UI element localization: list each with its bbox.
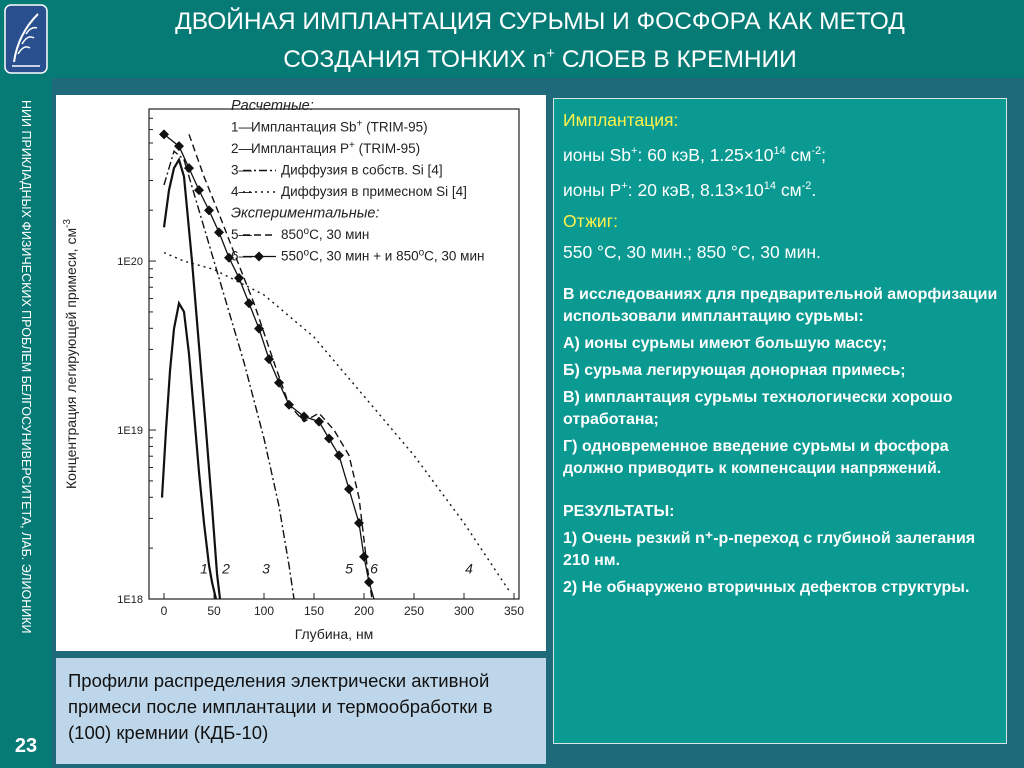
- legend-entry-1: Имплантация Sb+ (TRIM-95): [251, 118, 428, 135]
- series-6-marker: [194, 185, 204, 195]
- x-axis-label: Глубина, нм: [294, 626, 374, 642]
- x-tick-label: 50: [207, 604, 221, 618]
- title-line-1: ДВОЙНАЯ ИМПЛАНТАЦИЯ СУРЬМЫ И ФОСФОРА КАК МЕТОД: [175, 8, 905, 35]
- series-6-marker: [264, 354, 274, 364]
- curve-label-5: 5: [345, 560, 353, 577]
- ions-p-line: ионы P+: 20 кэВ, $8.13\times 10^{14}$ $см^{-2}$.: [563, 179, 817, 200]
- legend-entry-5: 850$^o$C, 30 мин: [281, 226, 370, 242]
- curve-label-6: 6: [370, 560, 378, 577]
- series-6-marker: [324, 433, 334, 443]
- research-intro: В исследованиях для предварительной аморфизации использовали имплантацию сурьмы:: [563, 285, 998, 325]
- x-tick-label: 150: [303, 604, 325, 618]
- reason-c: В) имплантация сурьмы технологически хорошо отработана;: [563, 388, 953, 428]
- title-line-2: СОЗДАНИЯ ТОНКИХ n+ СЛОЕВ В КРЕМНИИ: [283, 45, 797, 74]
- x-tick-label: 350: [503, 604, 525, 618]
- info-panel-text: [563, 105, 1003, 604]
- chart-frame: [56, 95, 546, 651]
- curve-label-2: 2: [222, 560, 230, 577]
- anneal-values: 550 °С, 30 мин.; 850 °С, 30 мин.: [563, 241, 821, 262]
- curve-label-1: 1: [200, 560, 208, 577]
- university-emblem-icon: [4, 4, 48, 74]
- series-6-marker: [234, 273, 244, 283]
- y-tick-label: 1E19: [117, 425, 143, 438]
- x-tick-label: 250: [403, 604, 425, 618]
- ions-sb-line: ионы Sb+: 60 кэВ, $1.25\times 10^{14}$ $см^{-2}$;: [563, 144, 827, 165]
- series-6-marker: [344, 484, 354, 494]
- legend-marker: [254, 252, 264, 262]
- x-tick-label: 300: [453, 604, 475, 618]
- legend-number: 2—: [231, 141, 253, 156]
- y-tick-label: 1E20: [117, 256, 143, 269]
- concentration-profile-chart: [56, 95, 546, 651]
- reason-d: Г) одновременное введение сурьмы и фосфора должно приводить к компенсации напряжений.: [563, 437, 949, 477]
- y-tick-label: 1E18: [117, 594, 143, 606]
- series-6-marker: [364, 577, 374, 587]
- x-tick-label: 100: [253, 604, 275, 618]
- legend-number: 5—: [231, 227, 253, 242]
- series-line-4: [164, 253, 509, 591]
- series-6-marker: [254, 324, 264, 334]
- curve-label-3: 3: [262, 560, 270, 577]
- legend-number: 6—: [231, 248, 253, 264]
- legend-entry-3: Диффузия в собств. Si [4]: [281, 162, 443, 178]
- series-line-6: [164, 134, 374, 599]
- figure-caption: Профили распределения электрически активной примеси после имплантации и термообработки в (100) кремнии (КДБ-10): [68, 670, 493, 743]
- implantation-label: Имплантация:: [563, 110, 679, 130]
- page-number: 23: [14, 735, 38, 757]
- series-6-marker: [204, 205, 214, 215]
- curve-label-4: 4: [465, 560, 473, 577]
- x-tick-label: 0: [160, 604, 168, 618]
- institution-label: НИИ ПРИКЛАДНЫХ ФИЗИЧЕСКИХ ПРОБЛЕМ БЕЛГОСУНИВЕРСИТЕТА, ЛАБ. ЭЛИОНИКИ: [19, 100, 33, 634]
- legend-entry-4: Диффузия в примесном Si [4]: [281, 184, 467, 199]
- legend-number: 1—: [231, 119, 253, 135]
- reason-a: А) ионы сурьмы имеют большую массу;: [563, 334, 887, 352]
- x-tick-label: 200: [353, 604, 375, 618]
- result-1: 1) Очень резкий n⁺-р-переход с глубиной залегания 210 нм.: [563, 529, 976, 569]
- sidebar: [0, 0, 52, 768]
- series-6-marker: [359, 552, 369, 562]
- legend-entry-2: Имплантация P+ (TRIM-95): [251, 140, 421, 156]
- legend-entry-6: 550$^o$C, 30 мин + и 850$^o$C, 30 мин: [281, 247, 485, 264]
- legend-group-computed: Расчетные:: [231, 98, 314, 114]
- legend-group-experimental: Экспериментальные:: [231, 205, 380, 222]
- y-axis-label: Концентрация легирующей примеси, $см^{-3}$: [62, 219, 79, 489]
- legend-number: 4—: [231, 184, 253, 199]
- slide-title: [60, 6, 1020, 76]
- anneal-label: Отжиг:: [563, 210, 618, 231]
- reason-b: Б) сурьма легирующая донорная примесь;: [563, 361, 906, 379]
- result-2: 2) Не обнаружено вторичных дефектов структуры.: [563, 578, 970, 596]
- legend-number: 3—: [231, 162, 253, 178]
- series-6-marker: [334, 450, 344, 460]
- series-6-marker: [214, 227, 224, 237]
- series-line-5: [189, 134, 372, 599]
- results-label: РЕЗУЛЬТАТЫ:: [563, 502, 675, 520]
